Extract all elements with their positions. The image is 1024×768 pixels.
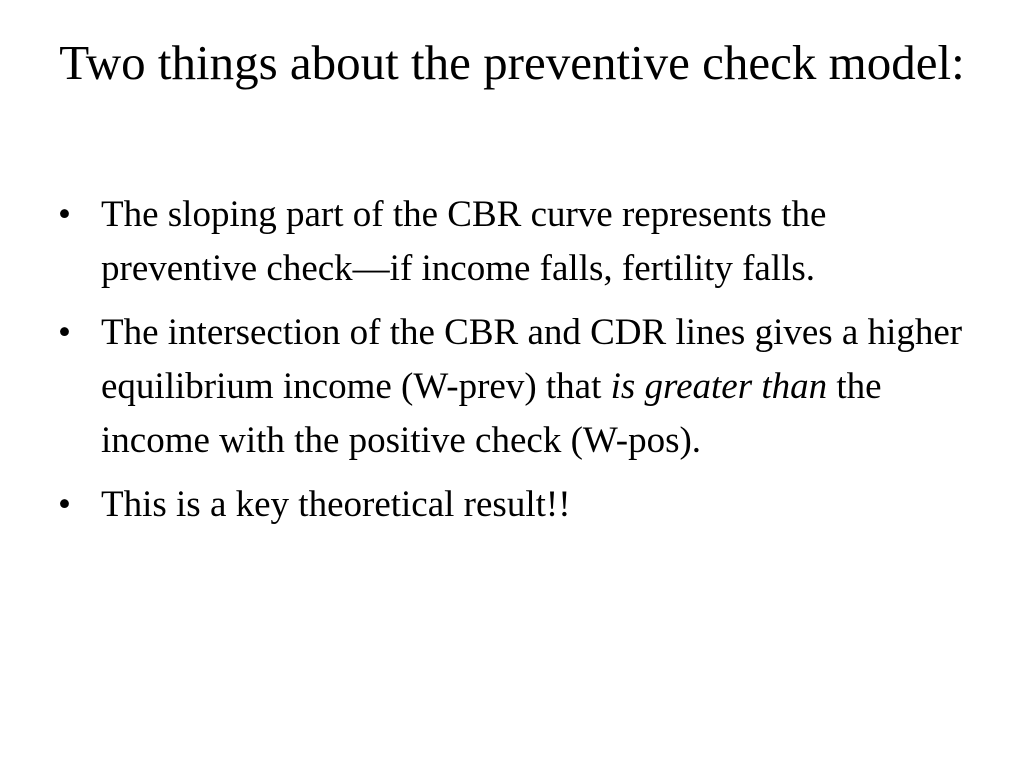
bullet-item-1 [58, 188, 968, 296]
bullet-text-start: The intersection of the CBR and CDR lines gives a higher equilibrium income (W-prev) that [101, 312, 963, 407]
bullet-marker: • [58, 484, 71, 525]
bullet-text-end: the income with the positive check (W-pos). [101, 366, 882, 461]
bullet-text: The sloping part of the CBR curve represents the preventive check—if income falls, fertility falls. [101, 194, 827, 289]
bullet-text: This is a key theoretical result!! [101, 484, 571, 525]
slide-title: Two things about the preventive check model: [59, 35, 965, 90]
bullet-item-2 [58, 306, 968, 468]
bullet-marker: • [58, 312, 71, 353]
bullet-marker: • [58, 194, 71, 235]
bullet-item-3 [58, 478, 968, 532]
bullet-emphasis: is greater than [610, 366, 828, 407]
bullet-list [58, 188, 968, 542]
